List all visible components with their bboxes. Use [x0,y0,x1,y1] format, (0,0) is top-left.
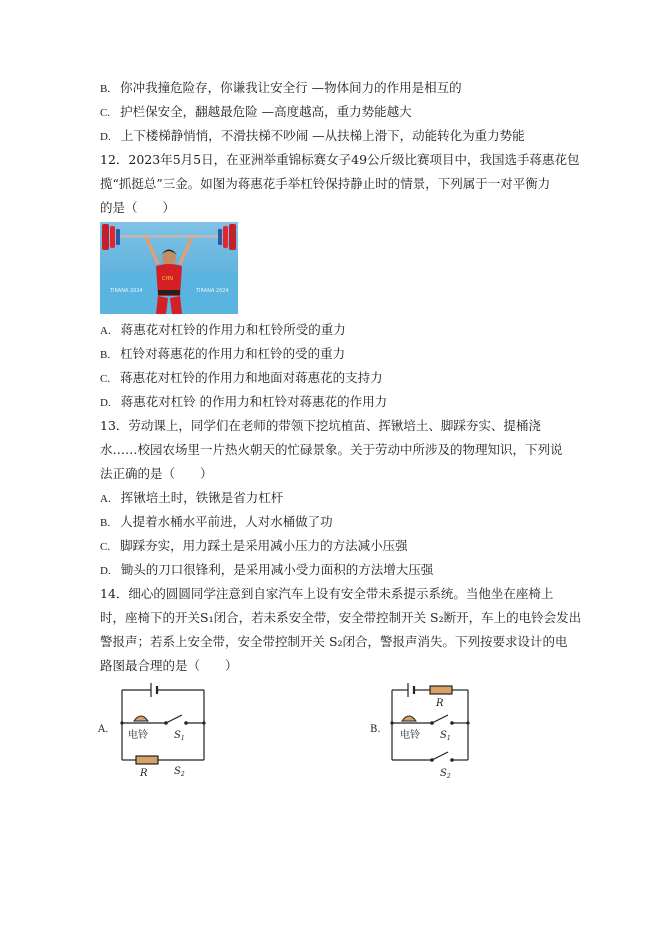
option-text: 锄头的刀口很锋利，是采用减小受力面积的方法增大压强 [120,562,434,577]
resistor-label: R [140,768,148,779]
switch-s1-blade [432,715,448,723]
option-letter: D. [100,565,111,577]
option-letter: B. [100,349,111,361]
q12-option-c [100,370,383,387]
resistor-r [136,756,158,764]
q14-stem-line-2: 时，座椅下的开关S₁闭合，若未系安全带，安全带控制开关 S₂断开，车上的电铃会发出 [100,610,582,625]
option-text: 蒋惠花对杠铃的作用力和杠铃所受的重力 [120,322,346,337]
option-text: 杠铃对蒋惠花的作用力和杠铃的受的重力 [120,346,346,361]
option-letter: A. [100,493,111,505]
circuit-diagram-a [96,680,216,780]
bell-icon [134,716,148,721]
option-text: 护栏保安全，翻越最危险 —高度越高，重力势能越大 [120,104,412,119]
q12-option-b [100,346,345,363]
q11-option-c [100,104,412,121]
q12-stem-line-2: 揽“抓挺总”三金。如图为蒋惠花手举杠铃保持静止时的情景，下列属于一对平衡力 [100,176,551,191]
circuit-diagram-b [368,680,488,780]
q13-stem-line-2: 水……校园农场里一片热火朝天的忙碌景象。关于劳动中所涉及的物理知识，下列说 [100,442,563,457]
resistor-r [430,686,452,694]
q13-option-a [100,490,283,507]
option-letter: C. [100,373,111,385]
option-text: 蒋惠花对杠铃的作用力和地面对蒋惠花的支持力 [120,370,383,385]
q13-option-b [100,514,333,531]
q13-stem-line-3: 法正确的是（ ） [100,466,213,481]
option-b-label: B. [370,724,381,735]
q11-option-d [100,128,525,145]
s2-label: $S_2$ [174,766,185,778]
q12-stem-line-3: 的是（ ） [100,200,176,215]
bell-label: 电铃 [400,730,420,741]
option-text: 人提着水桶水平前进，人对水桶做了功 [120,514,333,529]
option-letter: D. [100,131,111,143]
jersey-text: CHN [162,276,173,282]
q12-option-d [100,394,387,411]
option-text: 挥锹培土时，铁锹是省力杠杆 [120,490,284,505]
s1-label: $S_1$ [440,730,451,742]
option-letter: B. [100,83,111,95]
q14-stem-line-4: 路图最合理的是（ ） [100,658,238,673]
option-text: 你冲我撞危险存，你谦我让安全行 —物体间力的作用是相互的 [120,80,462,95]
banner-text-right: TIRANA 2024 [196,288,229,294]
option-text: 上下楼梯静悄悄，不滑扶梯不吵闹 —从扶梯上滑下，动能转化为重力势能 [120,128,525,143]
q14-stem-line-3: 警报声；若系上安全带，安全带控制开关 S₂闭合，警报声消失。下列按要求设计的电 [100,634,568,649]
option-letter: C. [100,541,111,553]
q13-option-d [100,562,433,579]
option-text: 蒋惠花对杠铃 的作用力和杠铃对蒋惠花的作用力 [120,394,388,409]
banner-text-left: TIRANA 2024 [110,288,143,294]
resistor-label: R [436,698,444,709]
q11-option-b [100,80,462,97]
bell-icon [402,716,416,721]
option-letter: C. [100,107,111,119]
s2-label: $S_2$ [440,768,451,780]
switch-s1-blade [166,715,182,723]
q13-stem-line-1: 13．劳动课上，同学们在老师的带领下挖坑植苗、挥锹培土、脚踩夯实、提桶浇 [100,418,541,433]
weightlifter-illustration [100,222,238,314]
bell-label: 电铃 [128,730,148,741]
option-a-label: A. [98,724,109,735]
weightlifter-photo [100,222,238,314]
q12-stem-line-1: 12．2023年5月5日，在亚洲举重锦标赛女子49公斤级比赛项目中，我国选手蒋惠花包 [100,152,580,167]
switch-s2-blade [432,752,448,760]
option-letter: D. [100,397,111,409]
option-letter: A. [100,325,111,337]
option-letter: B. [100,517,111,529]
q14-stem-line-1: 14．细心的圆圆同学注意到自家汽车上设有安全带未系提示系统。当他坐在座椅上 [100,586,554,601]
q12-option-a [100,322,346,339]
option-text: 脚踩夯实，用力踩土是采用减小压力的方法减小压强 [120,538,408,553]
s1-label: $S_1$ [174,730,185,742]
q13-option-c [100,538,408,555]
